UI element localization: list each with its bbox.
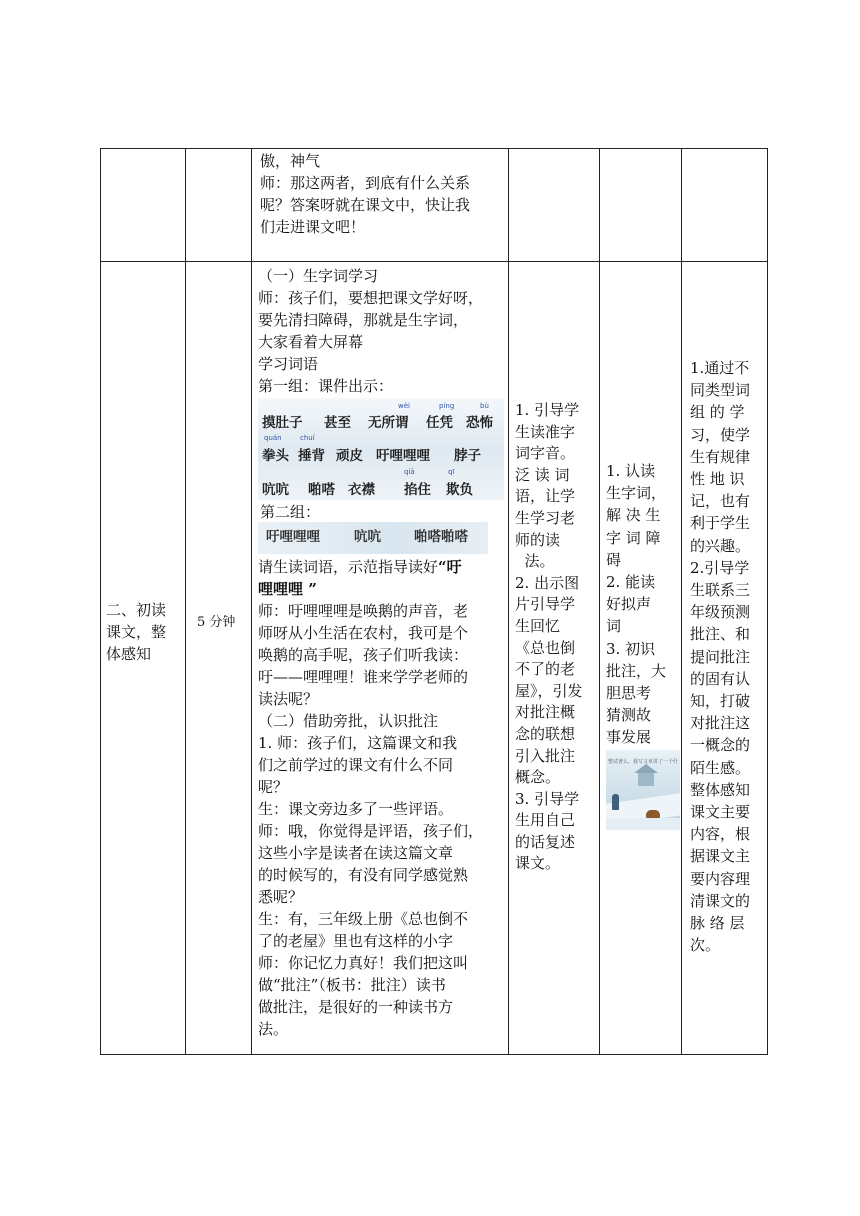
text-line: 2. 出示图 bbox=[515, 573, 580, 592]
text-line: 的兴趣。 bbox=[690, 536, 751, 555]
text-line: 1. 认读 bbox=[606, 462, 656, 480]
text-line: 清课文的 bbox=[690, 891, 751, 910]
text-line: 们之前学过的课文有什么不同 bbox=[258, 756, 454, 774]
subheading: （一）生字词学习 bbox=[258, 267, 379, 285]
vocab-word: 无所谓 bbox=[368, 415, 409, 431]
vocab-word: 掐住 bbox=[404, 482, 431, 498]
story-illustration bbox=[606, 750, 680, 830]
text-line: 呢？ bbox=[258, 778, 289, 796]
text-line: 们走进课文吧！ bbox=[260, 218, 366, 236]
text-line: 生：课文旁边多了一些评语。 bbox=[258, 800, 454, 818]
text-line: 性 地 识 bbox=[690, 470, 745, 489]
text-line: 批注，大 bbox=[606, 661, 667, 680]
text-line: 的时候写的，有没有同学感觉熟 bbox=[258, 866, 469, 884]
text-line: 的话复述 bbox=[515, 832, 576, 851]
text-line: 生联系三 bbox=[690, 581, 751, 600]
text-line: 胆思考 bbox=[606, 684, 652, 703]
vocab-word: 脖子 bbox=[454, 448, 481, 464]
pinyin-label: chuí bbox=[300, 434, 315, 442]
text-line: 3. 初识 bbox=[606, 639, 656, 658]
text-line: 法。 bbox=[258, 1020, 289, 1038]
text-line: 批注、和 bbox=[690, 625, 751, 644]
column-border bbox=[508, 148, 509, 1055]
column-border bbox=[599, 148, 600, 1055]
section-title-line: 体感知 bbox=[106, 645, 152, 663]
text-line: 吁——哩哩哩！谁来学学老师的 bbox=[258, 668, 469, 686]
roof-shape bbox=[634, 764, 658, 773]
snow-ground bbox=[606, 818, 680, 830]
teacher-activity-cell bbox=[515, 400, 599, 875]
student-activity-cell bbox=[606, 460, 682, 749]
time-text: 5 分钟 bbox=[197, 615, 236, 630]
text-line: 第一组：课件出示： bbox=[258, 377, 394, 395]
text-line: 师：孩子们，要想把课文学好呀， bbox=[258, 289, 484, 307]
column-border bbox=[251, 148, 252, 1055]
text-line: 内容，根 bbox=[690, 825, 751, 844]
text-line: 做批注，是很好的一种读书方 bbox=[258, 998, 454, 1016]
text-line: 这些小字是读者在读这篇文章 bbox=[258, 844, 454, 862]
text-line: 字 词 障 bbox=[606, 528, 661, 547]
text-line: 年级预测 bbox=[690, 603, 751, 622]
text-line: 3. 引导学 bbox=[515, 789, 580, 808]
text-line: 《总也倒 bbox=[515, 638, 576, 657]
column-border bbox=[185, 148, 186, 1055]
vocab-word: 欺负 bbox=[446, 482, 473, 498]
vocab-group2-image bbox=[258, 522, 488, 554]
text-line: 同类型词 bbox=[690, 381, 751, 400]
vocab-word: 拳头 bbox=[262, 448, 289, 464]
section-title-line: 二、初读 bbox=[106, 601, 167, 619]
text-line: 事发展 bbox=[606, 728, 652, 747]
time-cell bbox=[197, 612, 251, 634]
text-line: 对批注概 bbox=[515, 703, 576, 722]
text-line: 引入批注 bbox=[515, 746, 576, 765]
illustration-caption: 整试著么，我写文章讲了一个什 bbox=[608, 759, 679, 765]
text-line: 生回忆 bbox=[515, 616, 561, 635]
text-line: 读法呢？ bbox=[258, 690, 319, 708]
text-line: 生：有，三年级上册《总也倒不 bbox=[258, 910, 469, 928]
vocab-word: 吁哩哩哩 bbox=[266, 529, 320, 545]
pinyin-label: qī bbox=[448, 468, 455, 476]
pinyin-label: bù bbox=[480, 402, 489, 410]
vocab-word: 摸肚子 bbox=[262, 415, 303, 431]
vocab-word: 捶背 bbox=[298, 448, 325, 464]
text-line: 词 bbox=[606, 617, 622, 636]
bold-text: 哩哩哩 ” bbox=[258, 580, 317, 598]
text-line: 整体感知 bbox=[690, 780, 751, 799]
vocab-word: 衣襟 bbox=[348, 482, 375, 498]
text-line: 做“批注”（板书：批注）读书 bbox=[258, 976, 446, 994]
vocab-word: 啪嗒 bbox=[308, 482, 335, 498]
text-line: 的固有认 bbox=[690, 669, 751, 688]
section-title-cell bbox=[106, 599, 184, 665]
text-line: 不了的老 bbox=[515, 660, 576, 679]
text-line: 脉 络 层 bbox=[690, 914, 745, 933]
vocab-group1-image bbox=[258, 398, 504, 500]
text-line bbox=[258, 556, 504, 578]
text-line: 词字音。 bbox=[515, 444, 576, 463]
text-line: 生学习老 bbox=[515, 508, 576, 527]
text-line: 念的联想 bbox=[515, 724, 576, 743]
vocab-word: 吭吭 bbox=[354, 529, 381, 545]
text-line: 好拟声 bbox=[606, 595, 652, 614]
text-line: 2.引导学 bbox=[690, 558, 750, 577]
text-line: 提问批注 bbox=[690, 647, 751, 666]
text-line: 习，使学 bbox=[690, 425, 751, 444]
text-line: 课文。 bbox=[515, 854, 561, 873]
group2-label bbox=[260, 501, 380, 523]
vocab-word: 顽皮 bbox=[336, 448, 363, 464]
text-span: 请生读词语，示范指导读好 bbox=[258, 558, 439, 576]
vocab-word: 任凭 bbox=[426, 415, 453, 431]
text-line: 对批注这 bbox=[690, 714, 751, 733]
text-line: 片引导学 bbox=[515, 595, 576, 614]
text-line: 师呀从小生活在农村，我可是个 bbox=[258, 624, 469, 642]
text-line: 生有规律 bbox=[690, 447, 751, 466]
text-line: 悉呢？ bbox=[258, 888, 304, 906]
text-line: 师：哦，你觉得是评语，孩子们， bbox=[258, 822, 484, 840]
pinyin-label: quán bbox=[264, 434, 282, 442]
text-line: 师：你记忆力真好！我们把这叫 bbox=[258, 954, 469, 972]
text-line: 1. 师：孩子们，这篇课文和我 bbox=[258, 734, 458, 752]
vocab-word: 吁哩哩哩 bbox=[376, 448, 430, 464]
text-line: 傲，神气 bbox=[260, 152, 321, 170]
process-cell-top bbox=[258, 265, 504, 397]
text-line: 语，让学 bbox=[515, 487, 576, 506]
text-line: 屋》，引发 bbox=[515, 681, 583, 700]
table-top-border bbox=[100, 148, 768, 149]
text-line: 师：那这两者，到底有什么关系 bbox=[260, 174, 471, 192]
text-line: 1. 引导学 bbox=[515, 401, 580, 419]
text-line: 课文主要 bbox=[690, 803, 751, 822]
text-line: 要内容理 bbox=[690, 869, 751, 888]
text-line: 记，也有 bbox=[690, 492, 751, 511]
text-line: 生读准字 bbox=[515, 422, 576, 441]
text-line: 学习词语 bbox=[258, 355, 319, 373]
bold-text: “吁 bbox=[438, 558, 462, 576]
text-line: 师：吁哩哩哩是唤鹅的声音，老 bbox=[258, 602, 469, 620]
text-line: 生用自己 bbox=[515, 811, 576, 830]
text-line: 碍 bbox=[606, 550, 622, 569]
text-line: 利于学生 bbox=[690, 514, 751, 533]
text-line: 据课文主 bbox=[690, 847, 751, 866]
pinyin-label: qiā bbox=[404, 468, 415, 476]
text-line: 了的老屋》里也有这样的小字 bbox=[258, 932, 454, 950]
text-line: 2. 能读 bbox=[606, 573, 656, 592]
text-line: 泛 读 词 bbox=[515, 465, 570, 484]
house-shape bbox=[638, 772, 654, 786]
vocab-word: 吭吭 bbox=[262, 482, 289, 498]
process-cell-bottom bbox=[258, 556, 504, 1040]
text-line: 知，打破 bbox=[690, 692, 751, 711]
vocab-word: 甚至 bbox=[324, 415, 351, 431]
text-line: 次。 bbox=[690, 936, 721, 955]
text-line: 大家看着大屏幕 bbox=[258, 333, 364, 351]
row-divider bbox=[100, 261, 768, 262]
text-line: 1.通过不 bbox=[690, 359, 750, 377]
section-title-line: 课文，整 bbox=[106, 623, 167, 641]
column-border bbox=[100, 148, 101, 1055]
text-line: 要先清扫障碍，那就是生字词， bbox=[258, 311, 469, 329]
subheading: （二）借助旁批，认识批注 bbox=[258, 712, 439, 730]
vocab-word: 啪嗒啪嗒 bbox=[414, 529, 468, 545]
table-bottom-border bbox=[100, 1054, 768, 1055]
vocab-word: 恐怖 bbox=[466, 415, 493, 431]
text-line: 师的读 bbox=[515, 530, 561, 549]
child-figure bbox=[612, 794, 619, 810]
text-line: 解 决 生 bbox=[606, 506, 661, 525]
text-line: 唤鹅的高手呢，孩子们听我读： bbox=[258, 646, 469, 664]
pinyin-label: wèi bbox=[398, 402, 410, 410]
text-line: 一概念的 bbox=[690, 736, 751, 755]
text-line: 猜测故 bbox=[606, 706, 652, 725]
text-line: 第二组： bbox=[260, 503, 321, 521]
text-line: 陌生感。 bbox=[690, 758, 751, 777]
text-line: 法。 bbox=[515, 552, 555, 571]
text-line: 呢？答案呀就在课文中，快让我 bbox=[260, 196, 471, 214]
pinyin-label: píng bbox=[439, 402, 455, 410]
text-line: 组 的 学 bbox=[690, 403, 745, 422]
row1-process-cell bbox=[260, 150, 506, 238]
text-line: 生字词， bbox=[606, 484, 667, 503]
text-line: 概念。 bbox=[515, 768, 561, 787]
design-intent-cell bbox=[690, 357, 768, 956]
